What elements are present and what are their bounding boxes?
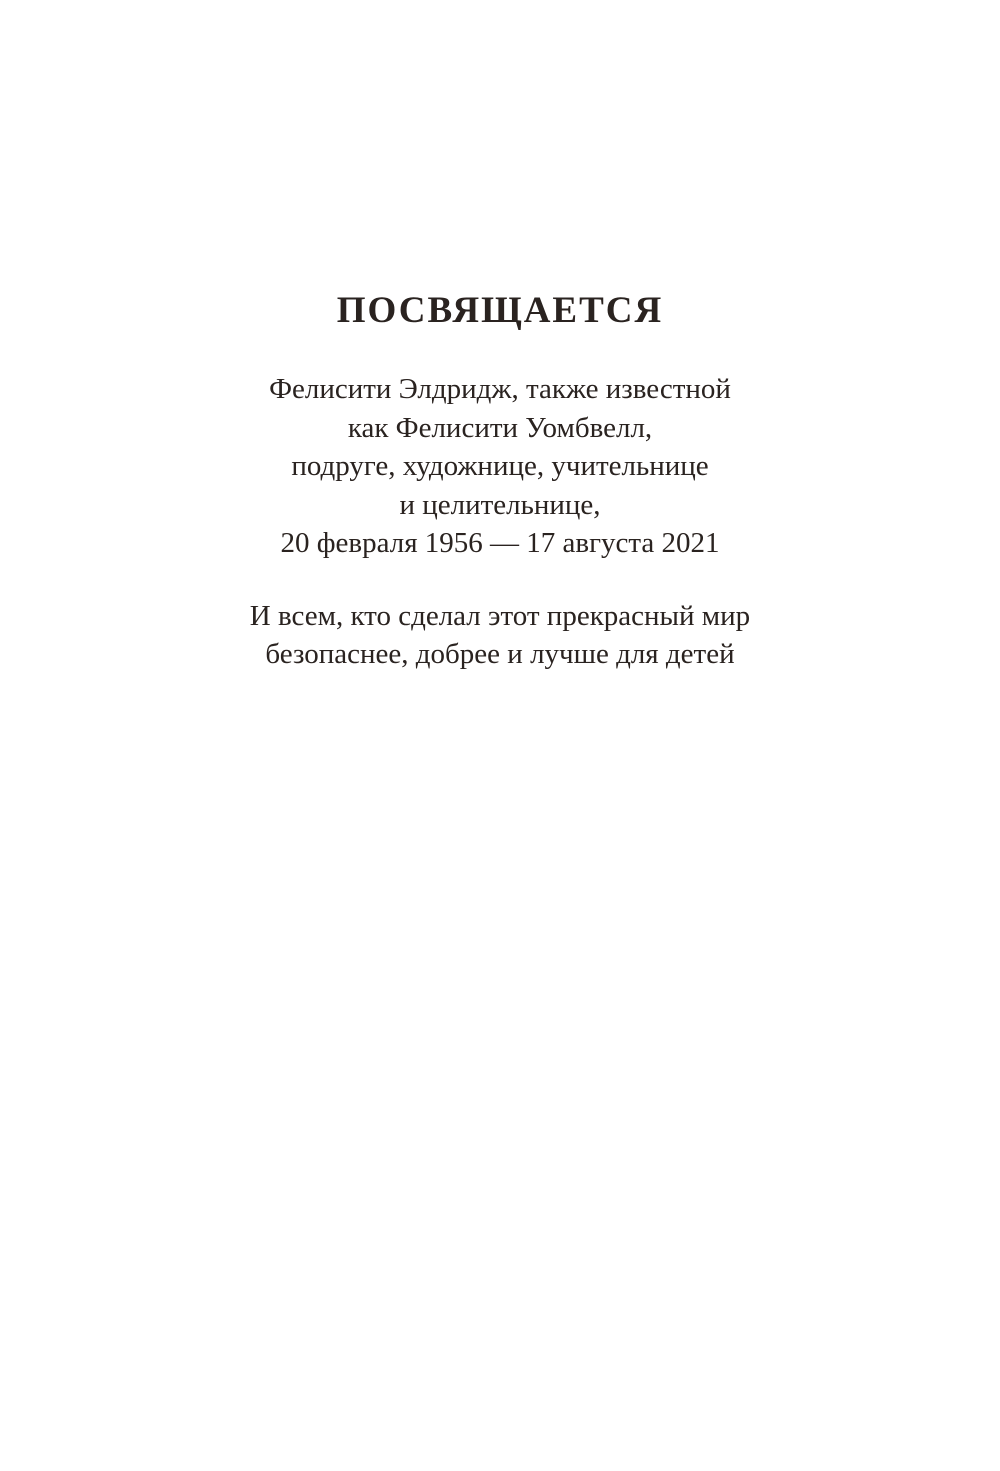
text-line: Фелисити Элдридж, также известной (269, 373, 731, 405)
text-line: как Фелисити Уомбвелл, (347, 411, 653, 444)
dedication-paragraph-felicity (0, 370, 1000, 563)
dedication-paragraph-everyone (0, 597, 1000, 674)
text-line: безопаснее, добрее и лучше для детей (265, 638, 735, 670)
text-line: и целительнице, (399, 488, 601, 521)
dedication-heading: ПОСВЯЩАЕТСЯ (336, 290, 664, 331)
text-line: И всем, кто сделал этот прекрасный мир (249, 599, 751, 632)
text-line: подруге, художнице, учительнице (291, 450, 709, 482)
dedication-block (0, 288, 1000, 674)
text-line: 20 февраля 1956 — 17 августа 2021 (280, 527, 720, 559)
